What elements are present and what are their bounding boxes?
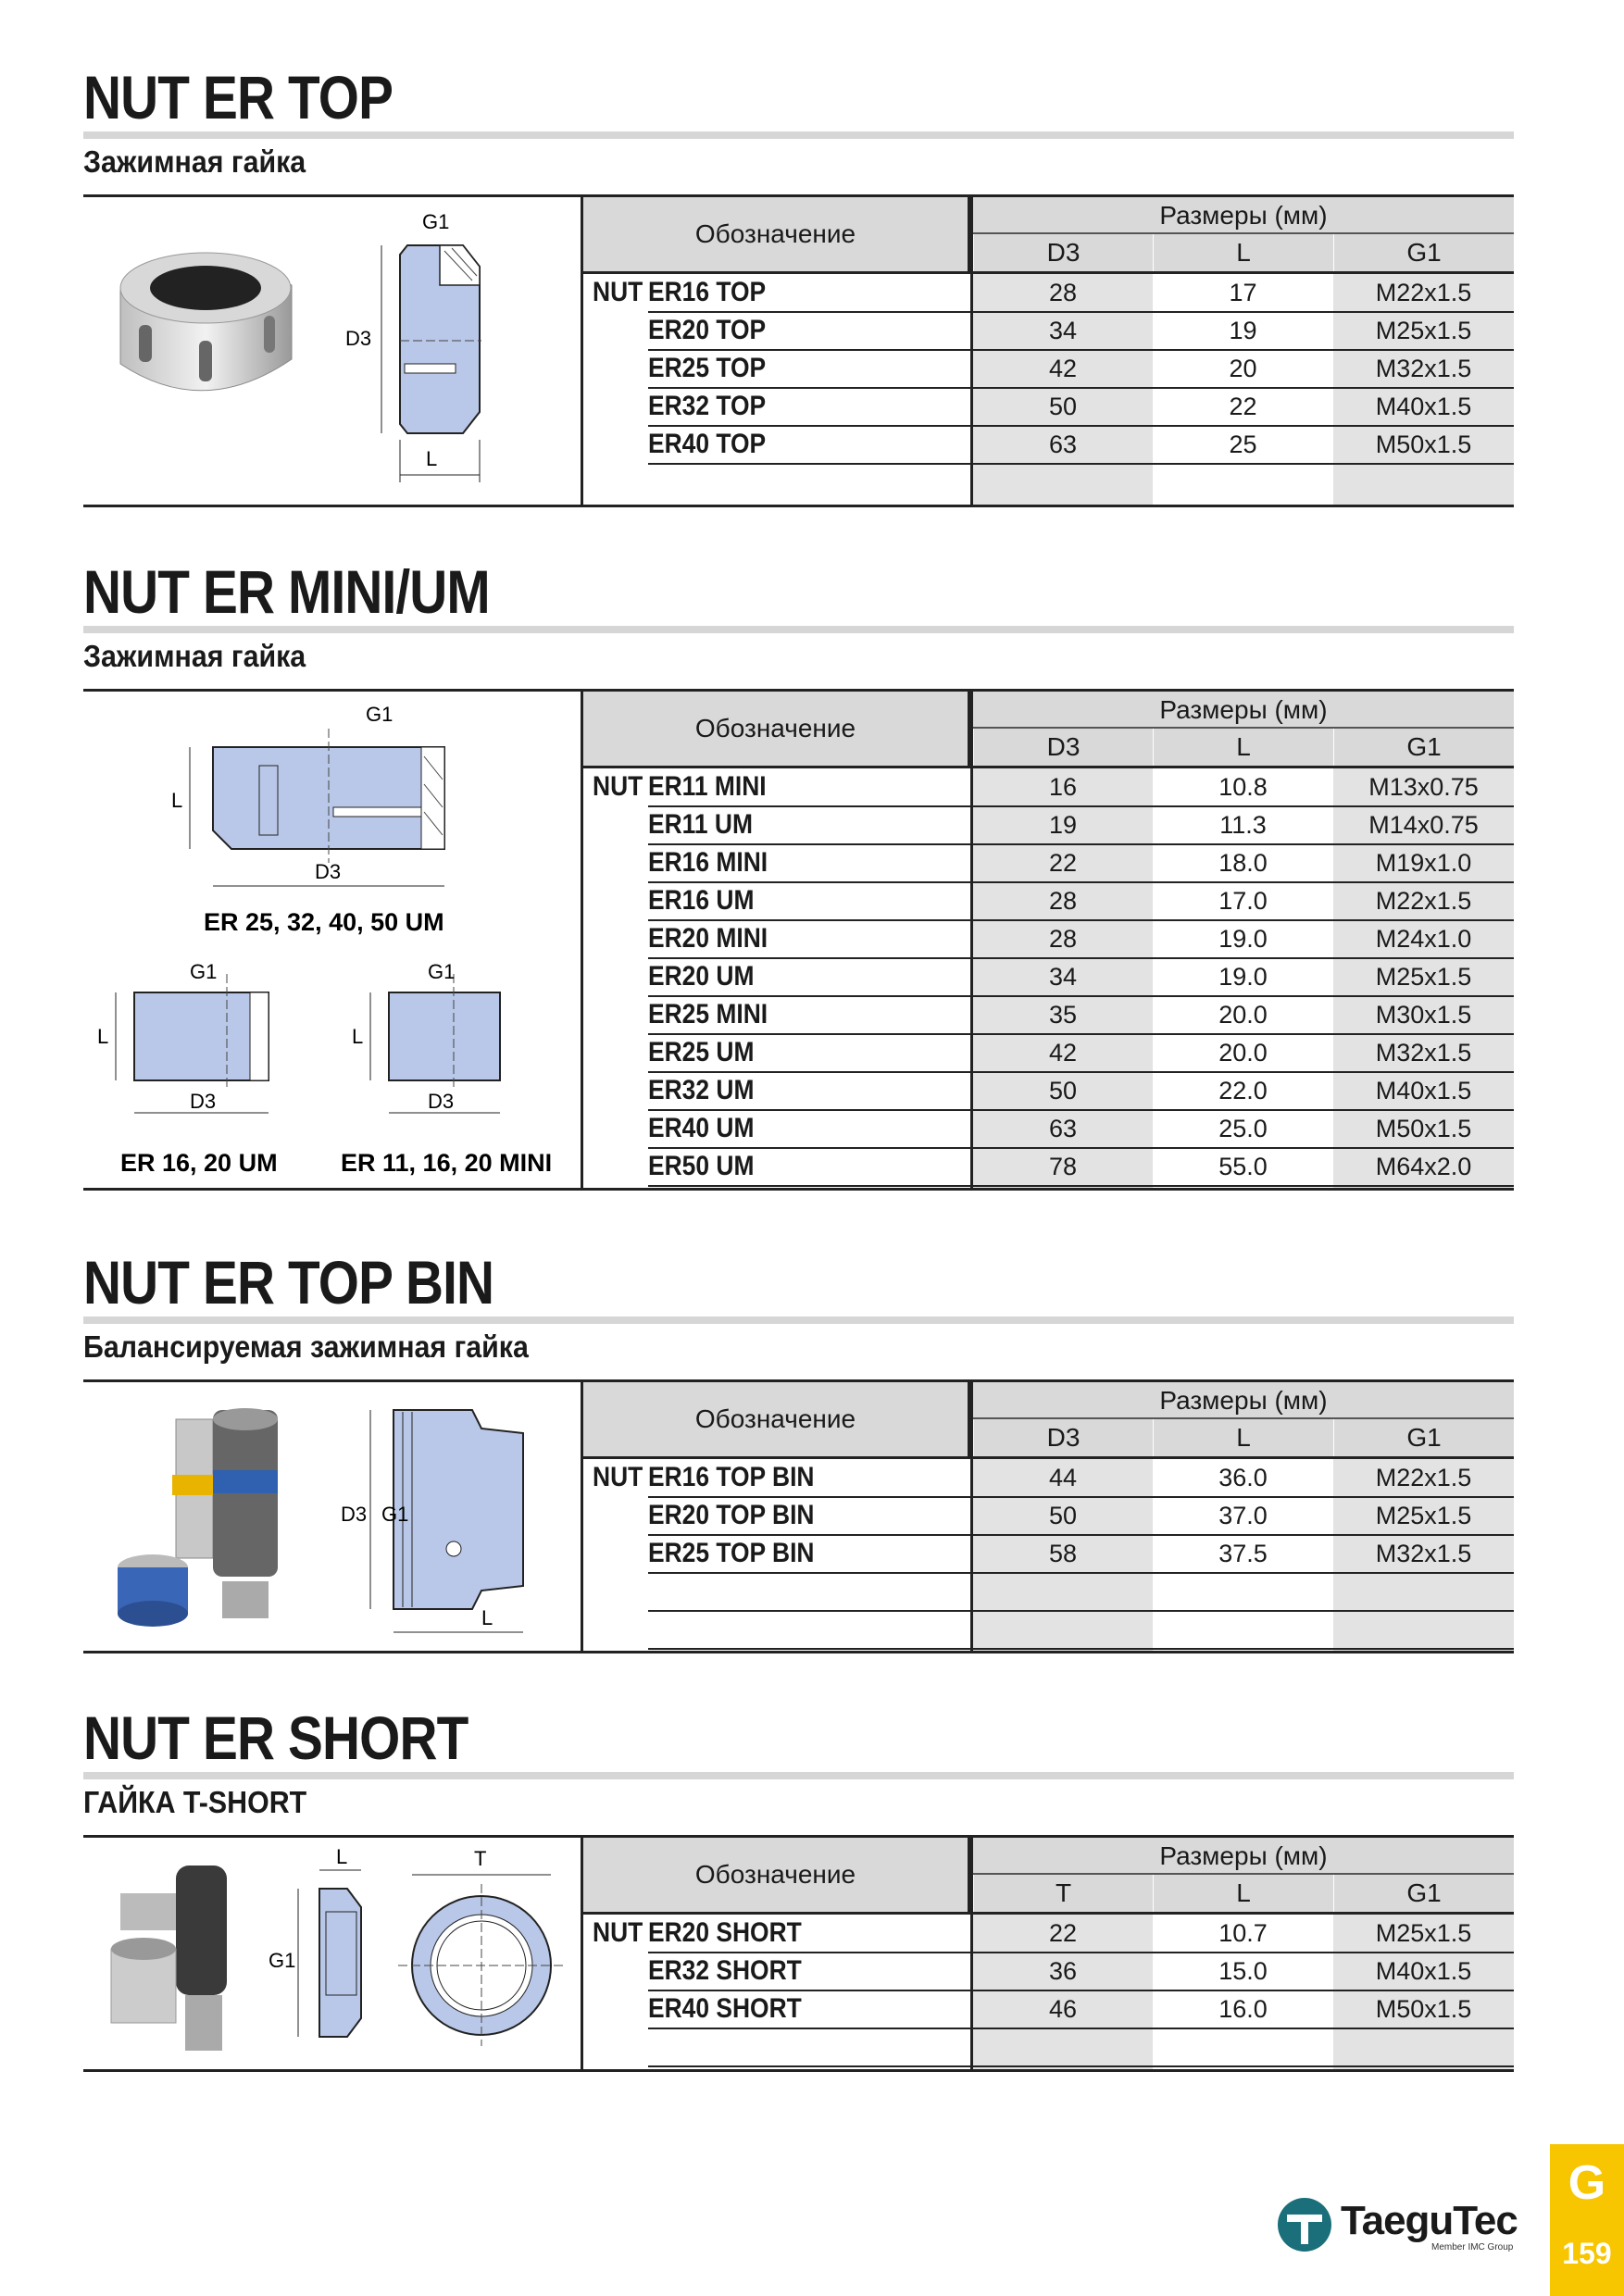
row-rule bbox=[648, 1648, 1514, 1650]
col-header: T bbox=[973, 1875, 1153, 1912]
designation: ER25 UM bbox=[648, 1037, 755, 1067]
value-col2: 18.0 bbox=[1218, 849, 1268, 877]
table-row bbox=[583, 350, 1514, 387]
value-col1: 36 bbox=[1048, 1957, 1078, 1985]
g1-label: G1 bbox=[428, 960, 456, 983]
designation: ER40 TOP bbox=[648, 429, 767, 459]
mini-small-drawing bbox=[352, 960, 500, 1113]
table-row bbox=[583, 1459, 1514, 1496]
value-col2: 10.7 bbox=[1218, 1919, 1268, 1947]
section-subtitle: Зажимная гайка bbox=[83, 639, 306, 673]
designation: ER32 TOP bbox=[648, 391, 767, 421]
col-header: L bbox=[1153, 1419, 1333, 1456]
value-col2: 20.0 bbox=[1218, 1039, 1268, 1067]
holder-photo bbox=[118, 1408, 278, 1627]
value-col3: M25x1.5 bbox=[1375, 963, 1472, 991]
value-col2: 17.0 bbox=[1218, 887, 1268, 915]
dimensions-header: Размеры (мм) bbox=[973, 1382, 1514, 1419]
prefix-label: NUT bbox=[593, 1917, 643, 1948]
value-col1: 34 bbox=[1048, 963, 1078, 991]
taegutec-logo bbox=[1276, 2194, 1517, 2259]
figure-panel bbox=[83, 197, 583, 505]
holder-photo bbox=[111, 1866, 227, 2051]
section-title: NUT ER SHORT bbox=[83, 1703, 468, 1772]
dimensions-header: Размеры (мм) bbox=[973, 692, 1514, 729]
dimensions-header: Размеры (мм) bbox=[973, 197, 1514, 234]
brand-name: TaeguTec bbox=[1341, 2198, 1518, 2243]
value-col1: 22 bbox=[1048, 849, 1078, 877]
table-row bbox=[583, 882, 1514, 919]
designation: ER40 UM bbox=[648, 1113, 755, 1143]
figure-panel bbox=[83, 692, 583, 1188]
designation-header: Обозначение bbox=[583, 1838, 970, 1912]
designation: ER20 UM bbox=[648, 961, 755, 992]
brand-mark-icon bbox=[1276, 2196, 1333, 2253]
d3-label: D3 bbox=[190, 1090, 217, 1113]
l-label: L bbox=[97, 1025, 109, 1048]
g1-value: M22x1.5 bbox=[1375, 279, 1472, 306]
value-col3: M19x1.0 bbox=[1375, 849, 1472, 877]
table-row bbox=[583, 312, 1514, 349]
um-small-drawing bbox=[97, 960, 269, 1113]
title-rule bbox=[83, 626, 1514, 633]
nut-photo bbox=[120, 253, 292, 391]
section-tab bbox=[1550, 2144, 1624, 2296]
designation: ER16 TOP BIN bbox=[648, 1462, 815, 1492]
g1-label: G1 bbox=[381, 1503, 409, 1526]
table-row bbox=[583, 1611, 1514, 1648]
l-value: 17 bbox=[1229, 279, 1257, 306]
value-col1: 78 bbox=[1048, 1153, 1078, 1180]
value-col3: M13x0.75 bbox=[1368, 773, 1479, 801]
spec-table bbox=[583, 1838, 1514, 2069]
designation: ER50 UM bbox=[648, 1151, 755, 1181]
value-col3: M30x1.5 bbox=[1375, 1001, 1472, 1029]
d3-label: D3 bbox=[341, 1503, 368, 1526]
designation: ER25 TOP BIN bbox=[648, 1538, 815, 1568]
col-header: G1 bbox=[1333, 729, 1514, 766]
designation-header: Обозначение bbox=[583, 692, 970, 766]
designation: ER20 SHORT bbox=[648, 1917, 802, 1948]
g1-label: G1 bbox=[269, 1949, 296, 1972]
table-row bbox=[583, 2028, 1514, 2065]
value-col2: 15.0 bbox=[1218, 1957, 1268, 1985]
value-col2: 10.8 bbox=[1218, 773, 1268, 801]
g1-value: M40x1.5 bbox=[1375, 393, 1472, 420]
nut-short-illustration bbox=[83, 1838, 581, 2069]
designation: ER40 SHORT bbox=[648, 1993, 802, 2024]
g1-value: M50x1.5 bbox=[1375, 430, 1472, 458]
l-value: 22 bbox=[1229, 393, 1257, 420]
spec-table bbox=[583, 692, 1514, 1188]
col-header: D3 bbox=[973, 234, 1153, 271]
section-subtitle: Зажимная гайка bbox=[83, 144, 306, 179]
value-col1: 22 bbox=[1048, 1919, 1078, 1947]
d3-label: D3 bbox=[315, 860, 342, 883]
value-col1: 42 bbox=[1048, 1039, 1078, 1067]
section-subtitle: Балансируемая зажимная гайка bbox=[83, 1329, 529, 1364]
value-col2: 19.0 bbox=[1218, 925, 1268, 953]
col-header: L bbox=[1153, 234, 1333, 271]
value-col1: 28 bbox=[1048, 887, 1078, 915]
table-row bbox=[583, 1497, 1514, 1534]
figure-caption: ER 16, 20 UM bbox=[120, 1149, 278, 1177]
d3-value: 50 bbox=[1048, 393, 1078, 420]
l-label: L bbox=[481, 1606, 493, 1629]
figure-panel bbox=[83, 1382, 583, 1651]
figure-panel bbox=[83, 1838, 583, 2069]
designation: ER32 UM bbox=[648, 1075, 755, 1105]
designation: ER16 MINI bbox=[648, 847, 768, 878]
g1-label: G1 bbox=[366, 703, 394, 726]
prefix-label: NUT bbox=[593, 1462, 643, 1492]
value-col1: 35 bbox=[1048, 1001, 1078, 1029]
section-title: NUT ER MINI/UM bbox=[83, 557, 490, 626]
section-title: NUT ER TOP bbox=[83, 63, 394, 131]
table-row bbox=[583, 1072, 1514, 1109]
tab-letter: G bbox=[1568, 2156, 1606, 2210]
g1-value: M32x1.5 bbox=[1375, 355, 1472, 382]
spec-box bbox=[83, 1835, 1514, 2072]
d3-value: 63 bbox=[1048, 430, 1078, 458]
title-rule bbox=[83, 1316, 1514, 1324]
table-row bbox=[583, 388, 1514, 425]
value-col1: 19 bbox=[1048, 811, 1078, 839]
table-row bbox=[583, 1915, 1514, 1952]
d3-value: 28 bbox=[1048, 279, 1078, 306]
value-col1: 50 bbox=[1048, 1077, 1078, 1104]
value-col2: 16.0 bbox=[1218, 1995, 1268, 2023]
designation: ER11 MINI bbox=[648, 771, 767, 802]
table-row bbox=[583, 1110, 1514, 1147]
value-col3: M22x1.5 bbox=[1375, 1464, 1472, 1491]
d3-label: D3 bbox=[345, 327, 372, 350]
row-rule bbox=[648, 1185, 1514, 1187]
table-row bbox=[583, 768, 1514, 805]
designation: ER11 UM bbox=[648, 809, 753, 840]
value-col3: M14x0.75 bbox=[1368, 811, 1479, 839]
short-front-drawing bbox=[398, 1847, 565, 2046]
spec-table bbox=[583, 1382, 1514, 1651]
value-col1: 58 bbox=[1048, 1540, 1078, 1567]
nut-mini-um-drawings bbox=[83, 692, 581, 1188]
table-row bbox=[583, 806, 1514, 843]
value-col3: M25x1.5 bbox=[1375, 1502, 1472, 1529]
value-col1: 50 bbox=[1048, 1502, 1078, 1529]
nut-top-bin-illustration bbox=[83, 1382, 581, 1651]
section-title: NUT ER TOP BIN bbox=[83, 1248, 494, 1316]
designation: ER16 UM bbox=[648, 885, 755, 916]
value-col2: 11.3 bbox=[1219, 811, 1267, 839]
page-number: 159 bbox=[1562, 2237, 1612, 2270]
designation: ER32 SHORT bbox=[648, 1955, 802, 1986]
designation: ER16 TOP bbox=[648, 277, 767, 307]
table-row bbox=[583, 996, 1514, 1033]
g1-label: G1 bbox=[422, 210, 450, 233]
value-col2: 20.0 bbox=[1218, 1001, 1268, 1029]
dimensions-header: Размеры (мм) bbox=[973, 1838, 1514, 1875]
title-rule bbox=[83, 1772, 1514, 1779]
value-col1: 16 bbox=[1048, 773, 1078, 801]
t-label: T bbox=[474, 1847, 487, 1870]
title-rule bbox=[83, 131, 1514, 139]
value-col2: 36.0 bbox=[1218, 1464, 1268, 1491]
col-header: D3 bbox=[973, 1419, 1153, 1456]
designation: ER20 TOP BIN bbox=[648, 1500, 815, 1530]
table-row bbox=[583, 1148, 1514, 1185]
l-label: L bbox=[426, 447, 438, 470]
row-rule bbox=[648, 2065, 1514, 2067]
spec-box bbox=[83, 1379, 1514, 1653]
spec-box bbox=[83, 689, 1514, 1191]
nut-er-top-illustration bbox=[83, 197, 581, 505]
col-header: D3 bbox=[973, 729, 1153, 766]
value-col2: 25.0 bbox=[1218, 1115, 1268, 1142]
figure-caption: ER 11, 16, 20 MINI bbox=[341, 1149, 553, 1177]
value-col3: M32x1.5 bbox=[1375, 1039, 1472, 1067]
brand-subline: Member IMC Group bbox=[1431, 2242, 1514, 2252]
value-col2: 55.0 bbox=[1218, 1153, 1268, 1180]
value-col3: M50x1.5 bbox=[1375, 1115, 1472, 1142]
designation-header: Обозначение bbox=[583, 1382, 970, 1456]
value-col3: M25x1.5 bbox=[1375, 1919, 1472, 1947]
value-col1: 46 bbox=[1048, 1995, 1078, 2023]
section-subtitle: ГАЙКА T-SHORT bbox=[83, 1785, 307, 1819]
value-col3: M24x1.0 bbox=[1375, 925, 1472, 953]
value-col3: M64x2.0 bbox=[1375, 1153, 1472, 1180]
d3-value: 34 bbox=[1048, 317, 1078, 344]
value-col2: 22.0 bbox=[1218, 1077, 1268, 1104]
um-large-drawing bbox=[171, 703, 444, 886]
col-header: L bbox=[1153, 729, 1333, 766]
l-value: 20 bbox=[1229, 355, 1257, 382]
value-col2: 19.0 bbox=[1218, 963, 1268, 991]
designation: ER25 MINI bbox=[648, 999, 768, 1029]
value-col1: 63 bbox=[1048, 1115, 1078, 1142]
col-header: G1 bbox=[1333, 234, 1514, 271]
value-col1: 28 bbox=[1048, 925, 1078, 953]
table-row bbox=[583, 1573, 1514, 1610]
l-label: L bbox=[336, 1845, 348, 1868]
table-row bbox=[583, 1535, 1514, 1572]
value-col3: M40x1.5 bbox=[1375, 1957, 1472, 1985]
value-col3: M50x1.5 bbox=[1375, 1995, 1472, 2023]
row-rule bbox=[648, 463, 1514, 465]
value-col3: M32x1.5 bbox=[1375, 1540, 1472, 1567]
short-side-drawing bbox=[269, 1845, 361, 2037]
table-row bbox=[583, 426, 1514, 463]
table-row bbox=[583, 274, 1514, 311]
designation: ER20 MINI bbox=[648, 923, 768, 954]
table-row bbox=[583, 958, 1514, 995]
col-header: G1 bbox=[1333, 1875, 1514, 1912]
table-row bbox=[583, 1953, 1514, 1990]
g1-label: G1 bbox=[190, 960, 218, 983]
spec-table bbox=[583, 197, 1514, 505]
l-label: L bbox=[352, 1025, 364, 1048]
d3-label: D3 bbox=[428, 1090, 455, 1113]
table-row bbox=[583, 1034, 1514, 1071]
table-row bbox=[583, 844, 1514, 881]
table-row bbox=[583, 1990, 1514, 2028]
value-col1: 44 bbox=[1048, 1464, 1078, 1491]
figure-caption: ER 25, 32, 40, 50 UM bbox=[204, 908, 444, 936]
prefix-label: NUT bbox=[593, 277, 643, 307]
nut-section-drawing bbox=[345, 210, 481, 482]
bin-section-drawing bbox=[341, 1410, 523, 1632]
g1-value: M25x1.5 bbox=[1375, 317, 1472, 344]
spec-box bbox=[83, 194, 1514, 507]
designation: ER25 TOP bbox=[648, 353, 767, 383]
table-row bbox=[583, 920, 1514, 957]
value-col2: 37.5 bbox=[1218, 1540, 1268, 1567]
l-label: L bbox=[171, 789, 183, 812]
value-col3: M40x1.5 bbox=[1375, 1077, 1472, 1104]
value-col2: 37.0 bbox=[1218, 1502, 1268, 1529]
l-value: 19 bbox=[1229, 317, 1257, 344]
prefix-label: NUT bbox=[593, 771, 643, 802]
designation-header: Обозначение bbox=[583, 197, 970, 271]
designation: ER20 TOP bbox=[648, 315, 767, 345]
col-header: G1 bbox=[1333, 1419, 1514, 1456]
value-col3: M22x1.5 bbox=[1375, 887, 1472, 915]
l-value: 25 bbox=[1229, 430, 1257, 458]
d3-value: 42 bbox=[1048, 355, 1078, 382]
col-header: L bbox=[1153, 1875, 1333, 1912]
